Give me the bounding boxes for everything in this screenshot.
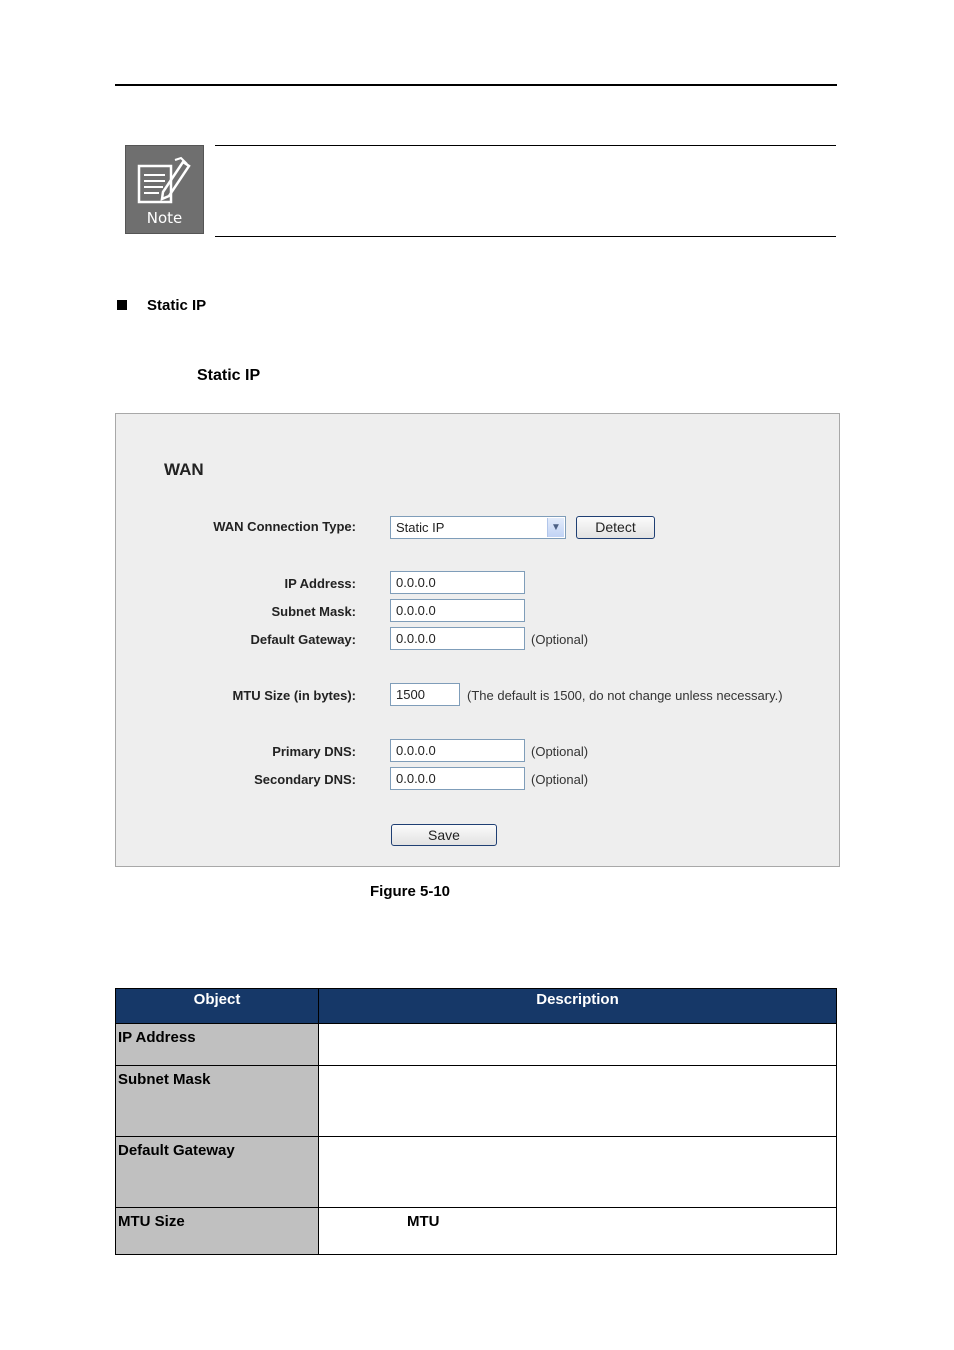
default-gateway-hint: (Optional): [531, 632, 589, 647]
detect-button[interactable]: Detect: [576, 516, 655, 539]
figure-caption: Figure 5-10: [370, 883, 451, 900]
table-row: [116, 1066, 837, 1137]
object-cell: IP Address: [116, 1024, 319, 1066]
connection-type-value: Static IP: [396, 520, 445, 535]
description-cell: [319, 1066, 837, 1137]
column-header-description: Description: [319, 989, 837, 1024]
note-icon: [125, 145, 204, 234]
notepad-pencil-icon: [135, 156, 195, 206]
primary-dns-input[interactable]: 0.0.0.0: [390, 739, 525, 762]
primary-dns-hint: (Optional): [531, 744, 589, 759]
table-header-row: [116, 989, 837, 1024]
note-label: Note: [146, 209, 183, 227]
save-button[interactable]: Save: [391, 824, 497, 846]
wan-title: WAN: [164, 460, 204, 479]
table-row: [116, 1024, 837, 1066]
description-cell: [319, 1208, 837, 1255]
note-divider-bottom: [215, 236, 836, 237]
column-header-object: Object: [116, 989, 319, 1024]
mtu-size-label: MTU Size (in bytes):: [232, 688, 356, 703]
object-cell: Subnet Mask: [116, 1066, 319, 1137]
default-gateway-input[interactable]: 0.0.0.0: [390, 627, 525, 650]
table-row: [116, 1208, 837, 1255]
ip-address-input[interactable]: 0.0.0.0: [390, 571, 525, 594]
sub-heading: Static IP: [197, 367, 261, 384]
object-description-table: [115, 988, 837, 1255]
bullet-square-icon: [117, 300, 127, 310]
primary-dns-label: Primary DNS:: [272, 744, 356, 759]
default-gateway-label: Default Gateway:: [250, 632, 356, 647]
connection-type-select[interactable]: [390, 516, 566, 539]
wan-settings-panel: [115, 413, 840, 867]
chevron-down-icon[interactable]: ▼: [547, 518, 564, 537]
section-title: Static IP: [147, 297, 207, 314]
subnet-mask-input[interactable]: 0.0.0.0: [390, 599, 525, 622]
connection-type-label: WAN Connection Type:: [213, 519, 356, 534]
note-divider-top: [215, 145, 836, 146]
secondary-dns-input[interactable]: 0.0.0.0: [390, 767, 525, 790]
mtu-size-hint: (The default is 1500, do not change unless necessary.): [467, 688, 783, 703]
mtu-term: MTU: [407, 1213, 440, 1230]
header-rule: [115, 84, 837, 86]
object-cell: Default Gateway: [116, 1137, 319, 1208]
subnet-mask-label: Subnet Mask:: [271, 604, 356, 619]
secondary-dns-hint: (Optional): [531, 772, 589, 787]
object-cell: MTU Size: [116, 1208, 319, 1255]
description-cell: [319, 1137, 837, 1208]
table-row: [116, 1137, 837, 1208]
description-cell: [319, 1024, 837, 1066]
ip-address-label: IP Address:: [284, 576, 356, 591]
secondary-dns-label: Secondary DNS:: [254, 772, 356, 787]
mtu-size-input[interactable]: 1500: [390, 683, 460, 706]
